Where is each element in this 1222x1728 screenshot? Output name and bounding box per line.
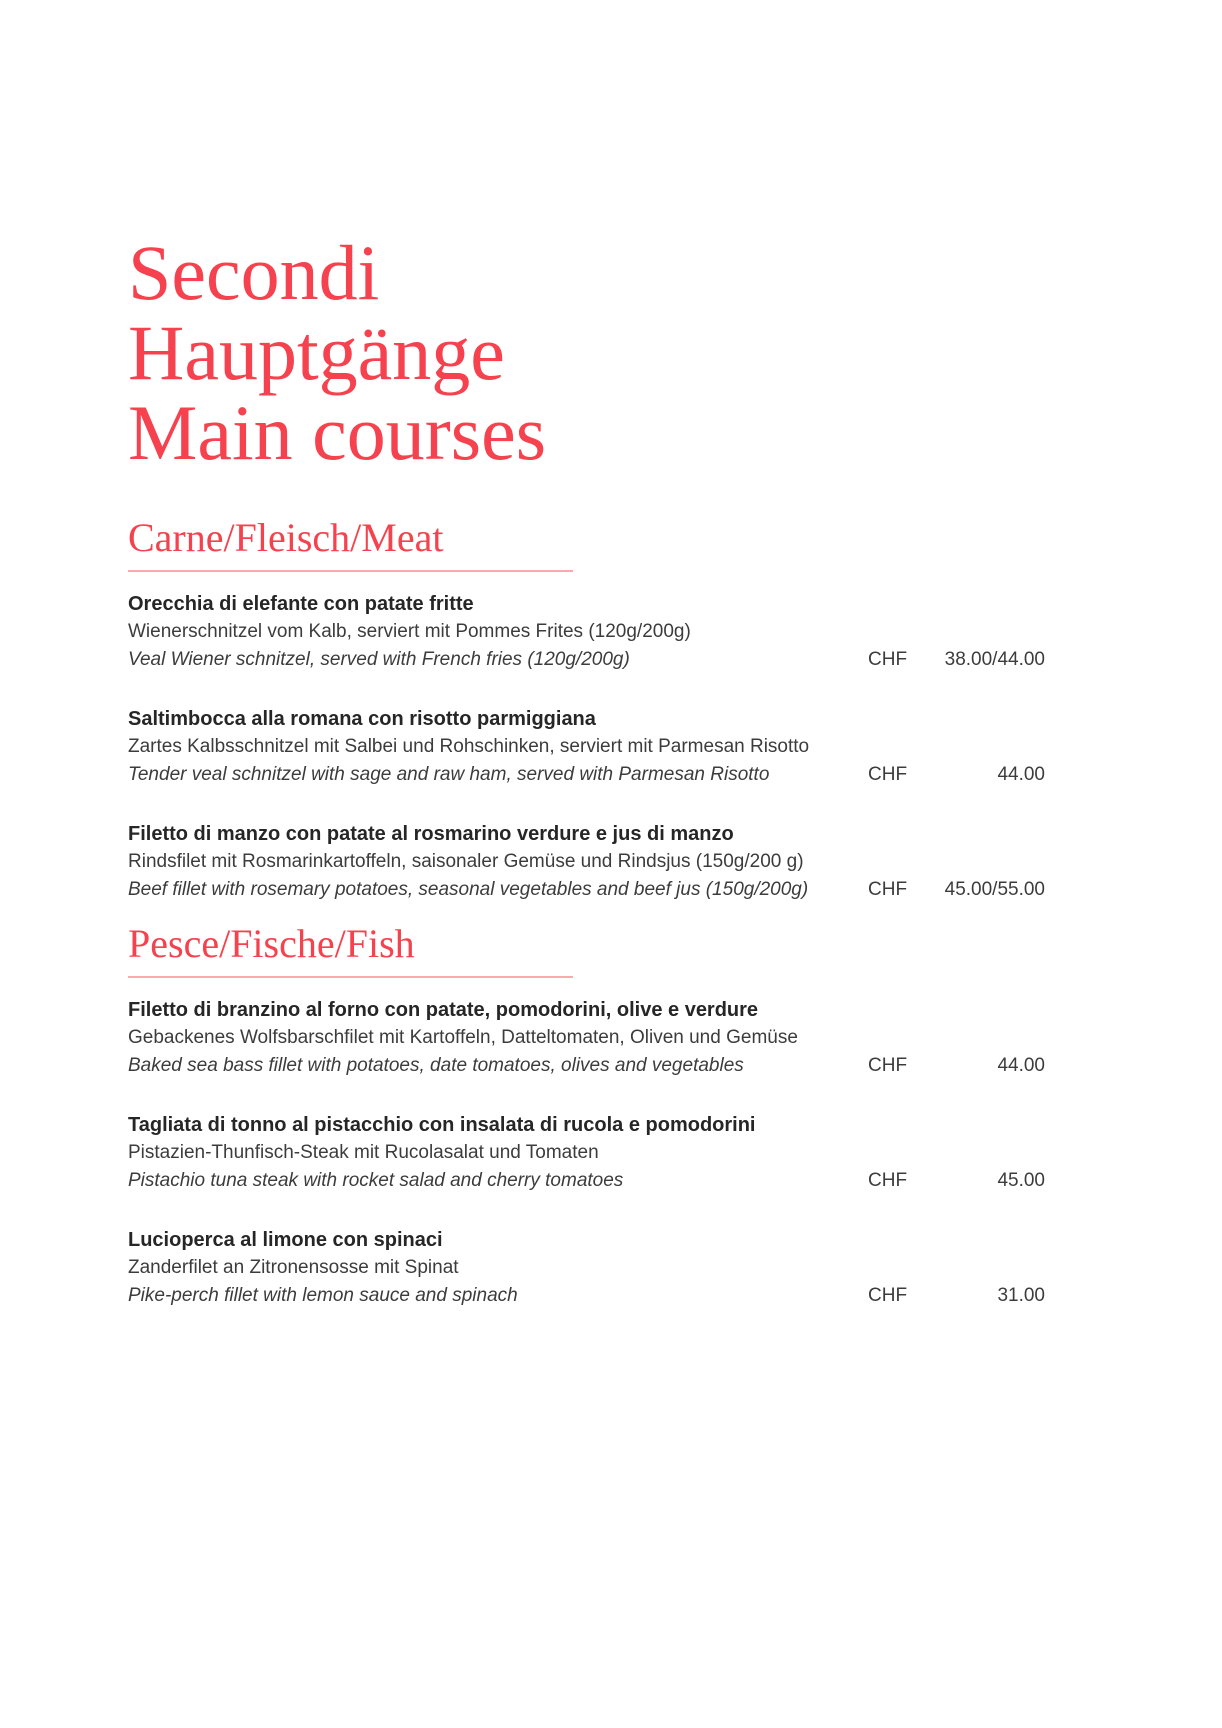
section-meat: [128, 514, 1045, 904]
item-name: Orecchia di elefante con patate fritte: [128, 593, 474, 615]
title-line-italian: Secondi: [128, 229, 380, 316]
currency-label: CHF: [868, 649, 908, 670]
item-price-row: [128, 1167, 1045, 1195]
menu-item: [128, 1226, 1045, 1310]
section-rule: [128, 570, 573, 572]
section-fish: [128, 920, 1045, 1310]
item-price: 44.00: [997, 1055, 1045, 1076]
section-items-meat: [128, 590, 1045, 904]
item-description-de: Gebackenes Wolfsbarschfilet mit Kartoffeln, Datteltomaten, Oliven und Gemüse: [128, 1027, 798, 1048]
currency-label: CHF: [868, 879, 908, 900]
item-price: 45.00/55.00: [944, 879, 1045, 900]
page-title: [128, 229, 1045, 476]
currency-label: CHF: [868, 1285, 908, 1306]
section-rule: [128, 976, 573, 978]
currency-label: CHF: [868, 1170, 908, 1191]
item-name: Filetto di branzino al forno con patate, pomodorini, olive e verdure: [128, 999, 759, 1021]
menu-item: [128, 996, 1045, 1080]
item-description-en: Veal Wiener schnitzel, served with French fries (120g/200g): [128, 649, 630, 670]
item-description-de: Rindsfilet mit Rosmarinkartoffeln, saisonaler Gemüse und Rindsjus (150g/200 g): [128, 851, 804, 872]
title-line-german: Hauptgänge: [128, 309, 505, 396]
item-name: Saltimbocca alla romana con risotto parmiggiana: [128, 708, 596, 730]
item-description-en: Baked sea bass fillet with potatoes, date tomatoes, olives and vegetables: [128, 1055, 744, 1076]
item-description-de: Zanderfilet an Zitronensosse mit Spinat: [128, 1257, 459, 1278]
item-name: Filetto di manzo con patate al rosmarino verdure e jus di manzo: [128, 823, 734, 845]
currency-label: CHF: [868, 764, 908, 785]
currency-label: CHF: [868, 1055, 908, 1076]
item-description-en: Pike-perch fillet with lemon sauce and spinach: [128, 1285, 518, 1306]
section-heading-meat: Carne/Fleisch/Meat: [128, 515, 444, 560]
item-price: 44.00: [997, 764, 1045, 785]
item-price: 45.00: [997, 1170, 1045, 1191]
item-price-row: [128, 761, 1045, 789]
menu-item: [128, 590, 1045, 674]
item-price-row: [128, 1052, 1045, 1080]
item-name: Tagliata di tonno al pistacchio con insalata di rucola e pomodorini: [128, 1114, 756, 1136]
item-price-row: [128, 876, 1045, 904]
item-description-de: Pistazien-Thunfisch-Steak mit Rucolasalat und Tomaten: [128, 1142, 599, 1163]
item-price-row: [128, 1282, 1045, 1310]
item-description-de: Zartes Kalbsschnitzel mit Salbei und Rohschinken, serviert mit Parmesan Risotto: [128, 736, 810, 757]
item-name: Lucioperca al limone con spinaci: [128, 1229, 443, 1251]
section-items-fish: [128, 996, 1045, 1310]
item-description-en: Pistachio tuna steak with rocket salad and cherry tomatoes: [128, 1170, 624, 1191]
section-heading-fish: Pesce/Fische/Fish: [128, 921, 415, 966]
item-price-row: [128, 646, 1045, 674]
menu-item: [128, 705, 1045, 789]
item-description-en: Beef fillet with rosemary potatoes, seasonal vegetables and beef jus (150g/200g): [128, 879, 809, 900]
item-price: 38.00/44.00: [944, 649, 1045, 670]
menu-item: [128, 1111, 1045, 1195]
item-description-de: Wienerschnitzel vom Kalb, serviert mit Pommes Frites (120g/200g): [128, 621, 691, 642]
item-price: 31.00: [997, 1285, 1045, 1306]
title-line-english: Main courses: [128, 389, 547, 476]
menu-item: [128, 820, 1045, 904]
item-description-en: Tender veal schnitzel with sage and raw ham, served with Parmesan Risotto: [128, 764, 770, 785]
